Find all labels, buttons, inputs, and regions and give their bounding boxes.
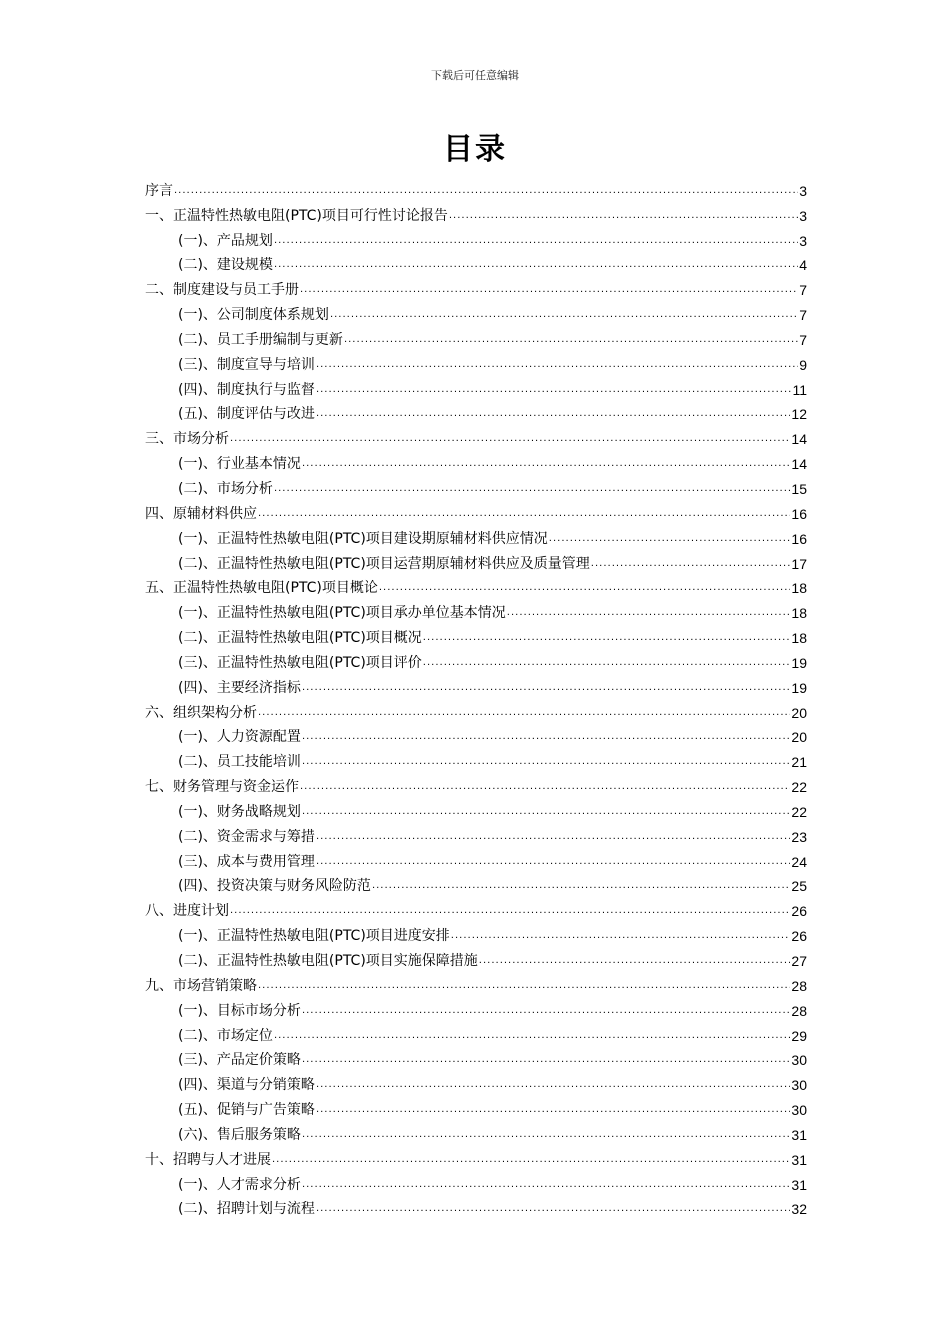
toc-dot-leader: [316, 853, 790, 871]
toc-entry[interactable]: [145, 448, 807, 473]
toc-entry-label: (一)、行业基本情况: [178, 456, 301, 473]
toc-entry-page-number: 27: [791, 953, 807, 969]
toc-entry-page-number: 3: [799, 182, 807, 199]
toc-entry[interactable]: [145, 597, 807, 622]
toc-entry-label: (二)、员工技能培训: [178, 754, 301, 771]
toc-dot-leader: [479, 952, 791, 970]
toc-entry-page-number: 28: [791, 977, 807, 994]
toc-entry[interactable]: [145, 647, 807, 672]
toc-entry[interactable]: [145, 274, 807, 299]
toc-dot-leader: [379, 579, 791, 597]
toc-entry[interactable]: [145, 1144, 807, 1169]
toc-dot-leader: [507, 604, 791, 622]
toc-entry-label: 五、正温特性热敏电阻(PTC)项目概论: [145, 580, 378, 597]
toc-dot-leader: [272, 1151, 790, 1169]
toc-entry-page-number: 20: [791, 704, 807, 721]
toc-entry-label: (二)、招聘计划与流程: [178, 1201, 315, 1218]
toc-entry-label: (一)、产品规划: [178, 232, 273, 249]
toc-dot-leader: [344, 331, 798, 349]
toc-entry-label: (二)、市场分析: [178, 480, 273, 497]
toc-entry-page-number: 24: [791, 853, 807, 870]
toc-entry-page-number: 25: [791, 878, 807, 895]
toc-dot-leader: [549, 530, 791, 548]
toc-entry-page-number: 18: [791, 580, 807, 597]
toc-entry-page-number: 31: [791, 1126, 807, 1143]
toc-entry-label: 四、原辅材料供应: [145, 505, 257, 522]
toc-dot-leader: [591, 555, 791, 573]
toc-entry-page-number: 30: [791, 1102, 807, 1119]
toc-dot-leader: [302, 679, 790, 697]
toc-dot-leader: [316, 1076, 790, 1094]
toc-entry-label: (二)、资金需求与筹措: [178, 828, 315, 845]
toc-dot-leader: [300, 281, 798, 299]
toc-dot-leader: [316, 1200, 790, 1218]
toc-entry-page-number: 19: [791, 654, 807, 671]
toc-dot-leader: [316, 356, 798, 374]
toc-dot-leader: [174, 182, 798, 200]
toc-entry-label: 七、财务管理与资金运作: [145, 779, 299, 796]
toc-dot-leader: [230, 902, 790, 920]
toc-entry[interactable]: [145, 1169, 807, 1194]
toc-entry[interactable]: [145, 1020, 807, 1045]
toc-entry-label: (一)、目标市场分析: [178, 1002, 301, 1019]
toc-dot-leader: [302, 753, 790, 771]
toc-entry-page-number: 7: [799, 307, 807, 324]
toc-entry-label: (三)、制度宣导与培训: [178, 356, 315, 373]
toc-entry-page-number: 9: [799, 356, 807, 373]
toc-dot-leader: [302, 455, 790, 473]
toc-entry[interactable]: [145, 722, 807, 747]
toc-entry[interactable]: [145, 250, 807, 275]
toc-entry-page-number: 14: [791, 456, 807, 473]
toc-entry-page-number: 22: [791, 779, 807, 796]
toc-entry[interactable]: [145, 175, 807, 200]
toc-entry-page-number: 26: [791, 928, 807, 945]
toc-entry-label: (一)、人力资源配置: [178, 729, 301, 746]
toc-entry-label: 序言: [145, 182, 173, 199]
header-note: 下载后可任意编辑: [431, 69, 519, 82]
toc-entry[interactable]: [145, 672, 807, 697]
table-of-contents: [145, 175, 807, 1218]
toc-dot-leader: [302, 803, 790, 821]
toc-entry-label: (三)、产品定价策略: [178, 1052, 301, 1069]
toc-entry-page-number: 14: [791, 431, 807, 448]
toc-dot-leader: [258, 977, 790, 995]
toc-dot-leader: [302, 1002, 790, 1020]
toc-entry-page-number: 18: [791, 605, 807, 622]
toc-entry-label: (四)、主要经济指标: [178, 679, 301, 696]
toc-dot-leader: [423, 629, 791, 647]
toc-entry-label: 九、市场营销策略: [145, 977, 257, 994]
toc-entry-page-number: 28: [791, 1002, 807, 1019]
toc-entry[interactable]: [145, 523, 807, 548]
toc-dot-leader: [302, 728, 790, 746]
toc-entry-page-number: 21: [791, 754, 807, 771]
toc-entry-label: 八、进度计划: [145, 903, 229, 920]
toc-entry-label: 二、制度建设与员工手册: [145, 282, 299, 299]
toc-entry-page-number: 18: [791, 630, 807, 647]
toc-entry[interactable]: [145, 299, 807, 324]
toc-entry-page-number: 15: [791, 480, 807, 497]
toc-dot-leader: [316, 828, 790, 846]
toc-entry-page-number: 3: [799, 207, 807, 224]
toc-entry-page-number: 17: [791, 555, 807, 572]
toc-dot-leader: [300, 778, 790, 796]
toc-entry-label: 三、市场分析: [145, 431, 229, 448]
toc-entry[interactable]: [145, 622, 807, 647]
toc-entry[interactable]: [145, 548, 807, 573]
toc-entry[interactable]: [145, 473, 807, 498]
toc-entry[interactable]: [145, 846, 807, 871]
toc-entry-page-number: 20: [791, 729, 807, 746]
toc-entry-page-number: 3: [799, 232, 807, 249]
toc-entry[interactable]: [145, 423, 807, 448]
toc-entry-label: (二)、市场定位: [178, 1027, 273, 1044]
toc-entry[interactable]: [145, 1194, 807, 1219]
toc-dot-leader: [258, 505, 790, 523]
toc-entry[interactable]: [145, 796, 807, 821]
toc-entry[interactable]: [145, 399, 807, 424]
toc-entry-page-number: 29: [791, 1027, 807, 1044]
toc-dot-leader: [316, 1101, 790, 1119]
toc-entry-label: (一)、正温特性热敏电阻(PTC)项目进度安排: [178, 928, 450, 945]
toc-entry[interactable]: [145, 920, 807, 945]
toc-entry[interactable]: [145, 1069, 807, 1094]
toc-entry[interactable]: [145, 225, 807, 250]
toc-dot-leader: [302, 1126, 790, 1144]
toc-entry-page-number: 16: [791, 530, 807, 547]
toc-entry[interactable]: [145, 374, 807, 399]
toc-entry-label: 十、招聘与人才进展: [145, 1151, 271, 1168]
toc-entry[interactable]: [145, 349, 807, 374]
toc-dot-leader: [302, 1176, 790, 1194]
toc-entry[interactable]: [145, 995, 807, 1020]
page-title: 目录: [443, 132, 507, 167]
toc-entry-label: (一)、正温特性热敏电阻(PTC)项目承办单位基本情况: [178, 605, 506, 622]
toc-entry-label: (三)、成本与费用管理: [178, 853, 315, 870]
toc-entry-label: (六)、售后服务策略: [178, 1126, 301, 1143]
toc-entry-page-number: 4: [799, 257, 807, 274]
toc-entry-label: (二)、正温特性热敏电阻(PTC)项目概况: [178, 630, 422, 647]
toc-entry-page-number: 7: [799, 331, 807, 348]
toc-dot-leader: [274, 232, 798, 250]
toc-entry-page-number: 23: [791, 828, 807, 845]
toc-entry[interactable]: [145, 970, 807, 995]
toc-dot-leader: [302, 1051, 790, 1069]
toc-dot-leader: [274, 256, 798, 274]
toc-dot-leader: [423, 654, 791, 672]
toc-entry-label: (二)、正温特性热敏电阻(PTC)项目实施保障措施: [178, 953, 478, 969]
toc-entry[interactable]: [145, 697, 807, 722]
toc-entry-page-number: 22: [791, 803, 807, 820]
toc-dot-leader: [258, 704, 790, 722]
toc-entry-page-number: 12: [791, 406, 807, 423]
toc-entry-page-number: 31: [791, 1151, 807, 1168]
toc-entry-page-number: 30: [791, 1077, 807, 1094]
toc-entry[interactable]: [145, 945, 807, 970]
toc-entry[interactable]: [145, 200, 807, 225]
toc-dot-leader: [449, 207, 798, 225]
toc-entry[interactable]: [145, 1045, 807, 1070]
toc-dot-leader: [316, 405, 790, 423]
toc-entry-label: (一)、人才需求分析: [178, 1176, 301, 1193]
toc-entry-label: (四)、投资决策与财务风险防范: [178, 878, 371, 895]
toc-entry-page-number: 31: [791, 1176, 807, 1193]
toc-entry[interactable]: [145, 1094, 807, 1119]
toc-entry[interactable]: [145, 573, 807, 598]
toc-entry-page-number: 32: [791, 1201, 807, 1218]
toc-entry-label: (二)、建设规模: [178, 257, 273, 274]
toc-dot-leader: [372, 877, 790, 895]
toc-entry[interactable]: [145, 895, 807, 920]
toc-entry-label: (二)、正温特性热敏电阻(PTC)项目运营期原辅材料供应及质量管理: [178, 555, 590, 572]
toc-entry-label: 六、组织架构分析: [145, 704, 257, 721]
toc-entry[interactable]: [145, 324, 807, 349]
toc-entry-label: (一)、公司制度体系规划: [178, 307, 329, 324]
toc-entry-label: (四)、制度执行与监督: [178, 381, 315, 398]
toc-entry[interactable]: [145, 821, 807, 846]
toc-dot-leader: [316, 381, 792, 399]
toc-entry-page-number: 16: [791, 505, 807, 522]
toc-entry-label: (五)、促销与广告策略: [178, 1102, 315, 1119]
toc-entry[interactable]: [145, 1119, 807, 1144]
toc-dot-leader: [274, 480, 790, 498]
toc-entry-label: (三)、正温特性热敏电阻(PTC)项目评价: [178, 654, 422, 671]
toc-dot-leader: [451, 927, 791, 945]
toc-entry-label: (一)、正温特性热敏电阻(PTC)项目建设期原辅材料供应情况: [178, 530, 548, 547]
toc-entry-page-number: 7: [799, 282, 807, 299]
toc-dot-leader: [274, 1027, 790, 1045]
toc-entry-page-number: 26: [791, 903, 807, 920]
toc-entry[interactable]: [145, 871, 807, 896]
toc-dot-leader: [330, 306, 798, 324]
toc-entry-label: (五)、制度评估与改进: [178, 406, 315, 423]
toc-entry-page-number: 19: [791, 679, 807, 696]
toc-entry-page-number: 30: [791, 1052, 807, 1069]
toc-entry-label: 一、正温特性热敏电阻(PTC)项目可行性讨论报告: [145, 207, 448, 224]
toc-entry-label: (一)、财务战略规划: [178, 803, 301, 820]
toc-entry[interactable]: [145, 746, 807, 771]
toc-entry-page-number: 11: [792, 381, 807, 398]
toc-entry[interactable]: [145, 771, 807, 796]
toc-dot-leader: [230, 430, 790, 448]
toc-entry[interactable]: [145, 498, 807, 523]
toc-entry-label: (四)、渠道与分销策略: [178, 1077, 315, 1094]
toc-entry-label: (二)、员工手册编制与更新: [178, 331, 343, 348]
